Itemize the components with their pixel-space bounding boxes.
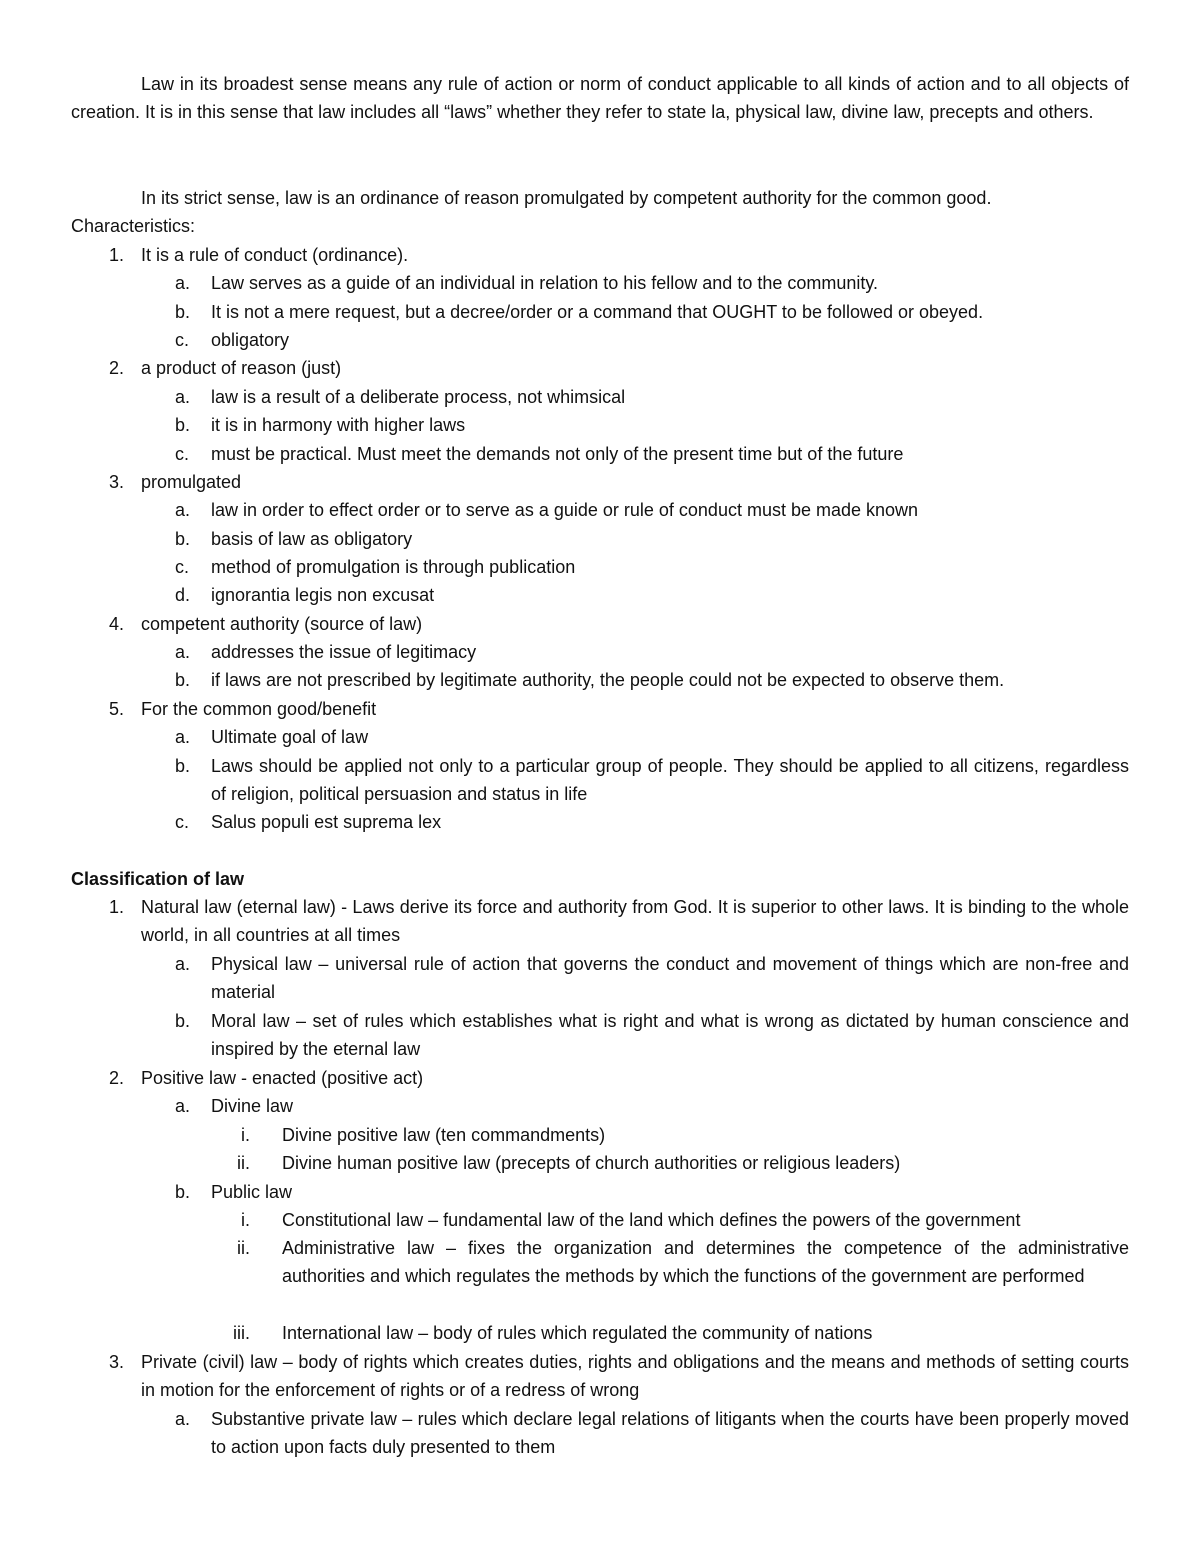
class-3-text: Private (civil) law – body of rights which creates duties, rights and obligations and the means and methods of setting courts in motion for the enforcement of rights or of a redress of wrong xyxy=(141,1352,1129,1401)
char-1a-marker: a. xyxy=(175,273,191,293)
classification-heading: Classification of law xyxy=(71,869,245,889)
char-3-text: promulgated xyxy=(141,472,242,492)
class-2b-ii-marker: ii. xyxy=(237,1238,250,1258)
char-3b-text: basis of law as obligatory xyxy=(211,529,413,549)
char-3d-marker: d. xyxy=(175,585,191,605)
class-2-marker: 2. xyxy=(108,1068,124,1088)
char-4-marker: 4. xyxy=(108,614,124,634)
char-1c-text: obligatory xyxy=(211,330,290,350)
char-3a-text: law in order to effect order or to serve as a guide or rule of conduct must be made known xyxy=(211,500,919,520)
class-2a-ii-marker: ii. xyxy=(237,1153,250,1173)
char-4a-marker: a. xyxy=(175,642,191,662)
char-5a-text: Ultimate goal of law xyxy=(211,727,369,747)
class-2b-i-marker: i. xyxy=(241,1210,250,1230)
class-1-marker: 1. xyxy=(108,897,124,917)
char-3c-marker: c. xyxy=(175,557,190,577)
char-1b-text: It is not a mere request, but a decree/order or a command that OUGHT to be followed or obeyed. xyxy=(211,302,984,322)
char-1a-text: Law serves as a guide of an individual in relation to his fellow and to the community. xyxy=(211,273,879,293)
char-5b-marker: b. xyxy=(175,756,191,776)
class-3a-text: Substantive private law – rules which declare legal relations of litigants when the courts have been properly moved to action upon facts duly presented to them xyxy=(211,1409,1129,1458)
class-2a-i-marker: i. xyxy=(241,1125,250,1145)
class-2b-i-text: Constitutional law – fundamental law of the land which defines the powers of the government xyxy=(282,1210,1021,1230)
char-3a-marker: a. xyxy=(175,500,191,520)
class-2a-i-text: Divine positive law (ten commandments) xyxy=(282,1125,606,1145)
char-2c-marker: c. xyxy=(175,444,190,464)
char-2b-text: it is in harmony with higher laws xyxy=(211,415,466,435)
class-2a-text: Divine law xyxy=(211,1096,294,1116)
class-2b-iii-marker: iii. xyxy=(233,1323,250,1343)
char-5b-text: Laws should be applied not only to a particular group of people. They should be applied to all citizens, regardless of religion, political persuasion and status in life xyxy=(211,756,1129,805)
char-2a-text: law is a result of a deliberate process, not whimsical xyxy=(211,387,626,407)
class-2-text: Positive law - enacted (positive act) xyxy=(141,1068,424,1088)
char-3-marker: 3. xyxy=(108,472,124,492)
char-1b-marker: b. xyxy=(175,302,191,322)
char-2b-marker: b. xyxy=(175,415,191,435)
class-2b-iii-text: International law – body of rules which regulated the community of nations xyxy=(282,1323,873,1343)
char-5a-marker: a. xyxy=(175,727,191,747)
char-4b-marker: b. xyxy=(175,670,191,690)
char-4-text: competent authority (source of law) xyxy=(141,614,423,634)
char-2c-text: must be practical. Must meet the demands not only of the present time but of the future xyxy=(211,444,904,464)
class-2a-ii-text: Divine human positive law (precepts of church authorities or religious leaders) xyxy=(282,1153,901,1173)
class-2b-text: Public law xyxy=(211,1182,293,1202)
char-1c-marker: c. xyxy=(175,330,190,350)
class-2a-marker: a. xyxy=(175,1096,191,1116)
char-3d-text: ignorantia legis non excusat xyxy=(211,585,435,605)
char-5c-marker: c. xyxy=(175,812,190,832)
char-4a-text: addresses the issue of legitimacy xyxy=(211,642,477,662)
class-3a-marker: a. xyxy=(175,1409,191,1429)
class-1-text: Natural law (eternal law) - Laws derive its force and authority from God. It is superior to other laws. It is binding to the whole world, in all countries at all times xyxy=(141,897,1129,946)
char-5c-text: Salus populi est suprema lex xyxy=(211,812,442,832)
char-1-text: It is a rule of conduct (ordinance). xyxy=(141,245,409,265)
char-5-text: For the common good/benefit xyxy=(141,699,377,719)
char-5-marker: 5. xyxy=(108,699,124,719)
char-3b-marker: b. xyxy=(175,529,191,549)
class-1b-text: Moral law – set of rules which establishes what is right and what is wrong as dictated by human conscience and inspired by the eternal law xyxy=(211,1011,1129,1060)
class-2b-marker: b. xyxy=(175,1182,191,1202)
characteristics-heading: Characteristics: xyxy=(71,216,196,236)
char-4b-text: if laws are not prescribed by legitimate authority, the people could not be expected to observe them. xyxy=(211,670,1005,690)
class-1a-text: Physical law – universal rule of action that governs the conduct and movement of things which are non-free and material xyxy=(211,954,1129,1003)
class-3-marker: 3. xyxy=(108,1352,124,1372)
class-1a-marker: a. xyxy=(175,954,191,974)
char-2-marker: 2. xyxy=(108,358,124,378)
intro-strict-paragraph: In its strict sense, law is an ordinance of reason promulgated by competent authority for the common good. xyxy=(141,188,992,208)
char-2-text: a product of reason (just) xyxy=(141,358,342,378)
char-1-marker: 1. xyxy=(108,245,124,265)
class-2b-ii-text: Administrative law – fixes the organization and determines the competence of the administrative authorities and which regulates the methods by which the functions of the government are performed xyxy=(282,1238,1129,1287)
char-3c-text: method of promulgation is through publication xyxy=(211,557,576,577)
intro-broad-paragraph xyxy=(71,70,1129,127)
char-2a-marker: a. xyxy=(175,387,191,407)
class-1b-marker: b. xyxy=(175,1011,191,1031)
intro-broad-text: Law in its broadest sense means any rule of action or norm of conduct applicable to all kinds of action and to all objects of creation. It is in this sense that law includes all “laws” whether they refer to state la, physical law, divine law, precepts and others. xyxy=(71,74,1129,123)
